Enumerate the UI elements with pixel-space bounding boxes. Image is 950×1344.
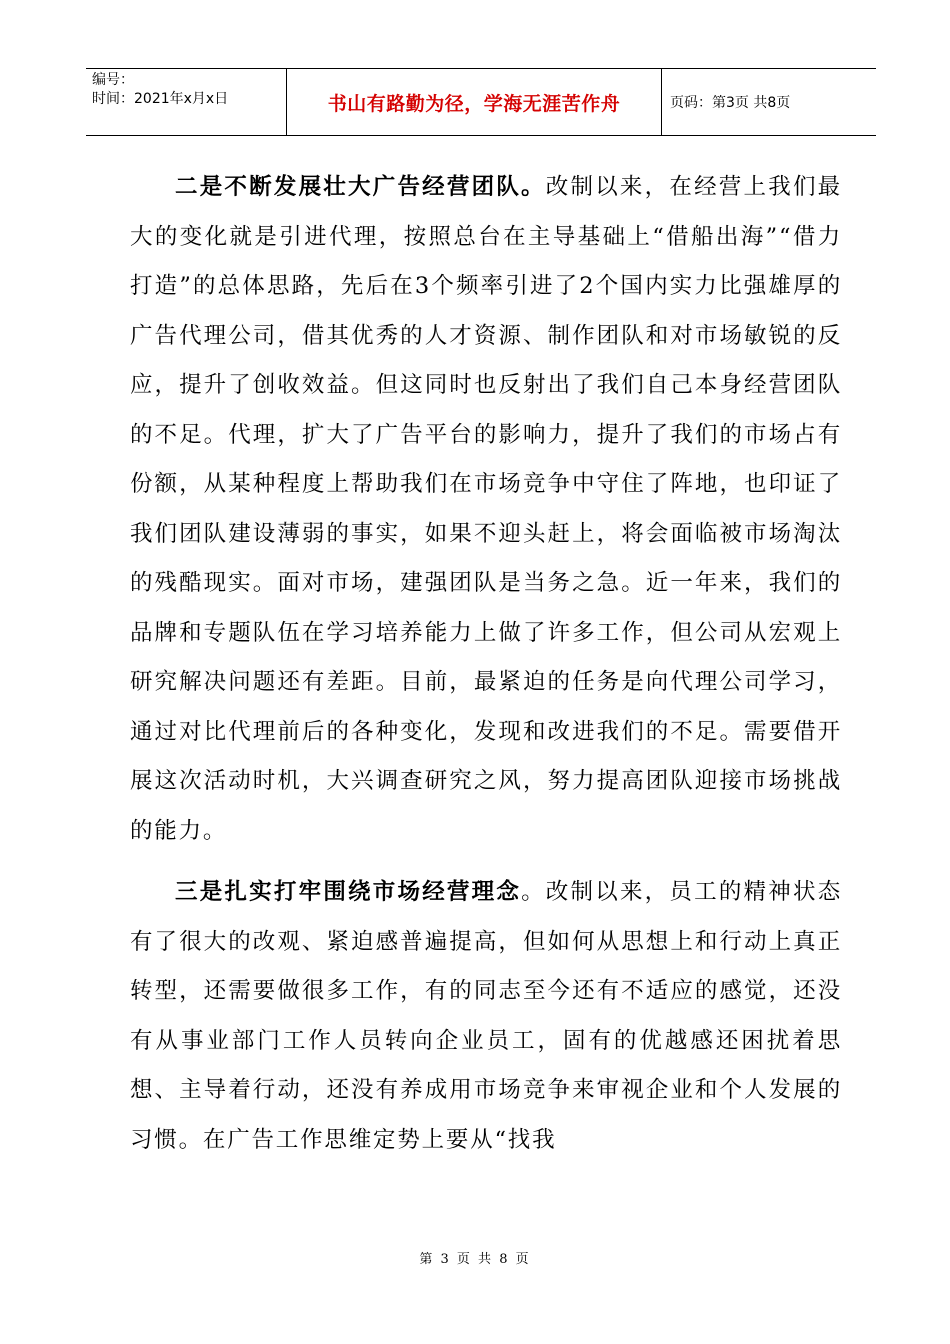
paragraph-text: 。改制以来，员工的精神状态有了很大的改观、紧迫感普遍提高，但如何从思想上和行动上真正转型，还需要做很多工作，有的同志至今还有不适应的感觉，还没有从事业部门工作人员转向企业员工，固有的优越感还困扰着思想、主导着行动，还没有养成用市场竞争来审视企业和个人发展的习惯。在广告工作思维定势上要从“找我 bbox=[130, 879, 843, 1153]
header-meta bbox=[86, 69, 286, 135]
paragraph-lead: 二是不断发展壮大广告经营团队。 bbox=[175, 174, 546, 200]
document-number-label: 编号： bbox=[92, 72, 134, 88]
header-motto: 书山有路勤为径，学海无涯苦作舟 bbox=[286, 69, 662, 135]
page-footer: 第 3 页 共 8 页 bbox=[419, 1252, 531, 1267]
paragraph-3 bbox=[130, 868, 842, 1165]
page-header bbox=[86, 68, 876, 136]
paragraph-text: 改制以来，在经营上我们最大的变化就是引进代理，按照总台在主导基础上“借船出海”“借力打造”的总体思路，先后在3个频率引进了2个国内实力比强雄厚的广告代理公司，借其优秀的人才资源、制作团队和对市场敏锐的反应，提升了创收效益。但这同时也反射出了我们自己本身经营团队的不足。代理，扩大了广告平台的影响力，提升了我们的市场占有份额，从某种程度上帮助我们在市场竞争中守住了阵地，也印证了我们团队建设薄弱的事实，如果不迎头赶上，将会面临被市场淘汰的残酷现实。面对市场，建强团队是当务之急。近一年来，我们的品牌和专题队伍在学习培养能力上做了许多工作，但公司从宏观上研究解决问题还有差距。目前，最紧迫的任务是向代理公司学习，通过对比代理前后的各种变化，发现和改进我们的不足。需要借开展这次活动时机，大兴调查研究之风，努力提高团队迎接市场挑战的能力。 bbox=[130, 174, 842, 844]
header-page-info: 页码：第3页 共8页 bbox=[670, 95, 791, 111]
document-time-label: 时间：2021年x月x日 bbox=[92, 91, 229, 107]
paragraph-lead: 三是扎实打牢围绕市场经营理念 bbox=[175, 879, 522, 905]
document-body bbox=[130, 163, 842, 1177]
paragraph-2 bbox=[130, 163, 842, 856]
